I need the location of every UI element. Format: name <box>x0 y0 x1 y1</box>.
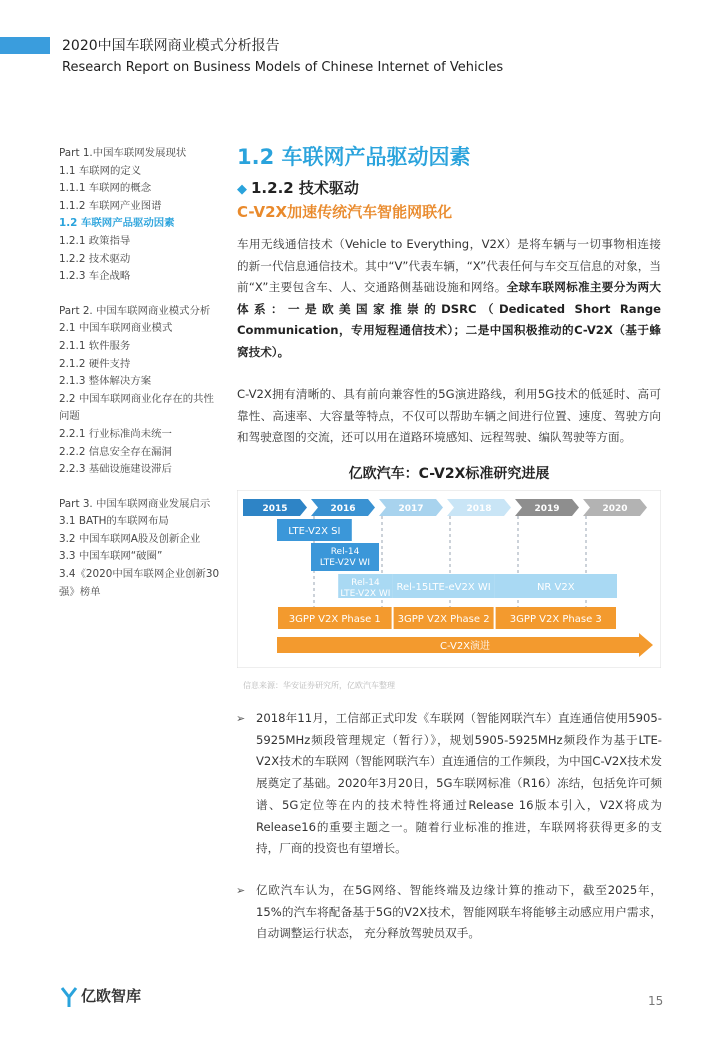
phase-label: 3GPP V2X Phase 3 <box>509 614 602 625</box>
toc-item[interactable]: 2.1.3 整体解决方案 <box>59 375 152 388</box>
toc-item[interactable]: 2.1.1 软件服务 <box>59 339 131 352</box>
toc-item[interactable]: 3.3 中国车联网“破圈” <box>59 550 163 563</box>
bullet-item <box>236 708 662 860</box>
highlight-heading: C-V2X加速传统汽车智能网联化 <box>237 203 453 221</box>
toc-gap <box>59 479 224 496</box>
toc-item[interactable]: 2.2.2 信息安全存在漏洞 <box>59 445 172 458</box>
section-title: 1.2 车联网产品驱动因素 <box>237 145 471 169</box>
cv2x-timeline-chart <box>237 490 661 668</box>
report-title: 2020中国车联网商业模式分析报告 <box>62 38 280 54</box>
header-accent-bar <box>0 37 50 54</box>
standard-box-label: LTE-V2V WI <box>319 558 371 568</box>
year-label: 2019 <box>534 504 560 514</box>
toc-item-active[interactable]: 1.2 车联网产品驱动因素 <box>59 217 175 230</box>
phase-label: 3GPP V2X Phase 2 <box>397 614 490 625</box>
toc-item[interactable]: 2.2.3 基础设施建设滞后 <box>59 463 172 476</box>
chart-title: 亿欧汽车：C-V2X标准研究进展 <box>348 466 550 482</box>
standard-box-label: LTE-V2X WI <box>340 589 391 599</box>
toc-item[interactable]: Part 3. 中国车联网商业发展启示 <box>59 497 211 510</box>
toc-item[interactable]: 3.2 中国车联网A股及创新企业 <box>59 532 201 545</box>
brand-name: 亿欧智库 <box>81 987 142 1005</box>
year-label: 2016 <box>330 504 356 514</box>
toc-item[interactable]: Part 2. 中国车联网商业模式分析 <box>59 304 211 317</box>
standard-box-label: LTE-V2X SI <box>288 526 341 537</box>
year-label: 2020 <box>602 504 628 514</box>
toc-item[interactable]: 3.1 BATH的车联网布局 <box>59 515 169 528</box>
toc-item[interactable]: 1.1 车联网的定义 <box>59 164 142 177</box>
intro-bold-text: 全球车联网标准主要分为两大体系：一是欧美国家推崇的DSRC（Dedicated Short Range Communication，专用短程通信技术）；二是中国积极推动的C-V2X（基于蜂窝技术）。 <box>237 280 661 359</box>
evolution-label: C-V2X演进 <box>439 641 491 652</box>
toc-item[interactable]: 2.2 中国车联网商业化存在的共性问题 <box>59 392 214 423</box>
report-subtitle: Research Report on Business Models of Chinese Internet of Vehicles <box>62 60 504 75</box>
toc-item[interactable]: 1.2.3 车企战略 <box>59 270 131 283</box>
toc-item[interactable]: 1.1.2 车联网产业图谱 <box>59 199 162 212</box>
yiou-logo-icon <box>60 986 78 1008</box>
diamond-icon: ◆ <box>237 182 247 197</box>
bullet-text: 2018年11月，工信部正式印发《车联网（智能网联汽车）直连通信使用5905-5925MHz频段管理规定（暂行）》，规划5905-5925MHz频段作为基于LTE-V2X技术的车联网（智能网联汽车）直连通信的工作频段，为中国C-V2X技术发展奠定了基础。2020年3月20日，5G车联网标准（R16）冻结，包括免许可频谱、5G定位等在内的技术特性将通过Release 16版本引入，V2X将成为Release16的重要主题之一。随着行业标准的推进，车联网将获得更多的支持，厂商的投资也有望增长。 <box>256 711 662 856</box>
subsection-label: 1.2.2 技术驱动 <box>251 179 359 197</box>
arrow-bullet-icon: ➢ <box>236 884 246 897</box>
toc-item[interactable]: 2.1.2 硬件支持 <box>59 357 131 370</box>
cv2x-paragraph: C-V2X拥有清晰的、具有前向兼容性的5G演进路线，利用5G技术的低延时、高可靠性、高速率、大容量等特点，不仅可以帮助车辆之间进行位置、速度、驾驶方向和驾驶意图的交流，还可以用在道路环境感知、远程驾驶、编队驾驶等方面。 <box>237 387 661 445</box>
subsection-title <box>237 177 359 198</box>
year-label: 2018 <box>466 504 492 514</box>
toc-item[interactable]: Part 1.中国车联网发展现状 <box>59 147 187 159</box>
source-note: 信息来源：华安证券研究所，亿欧汽车整理 <box>243 681 395 690</box>
year-label: 2017 <box>398 504 424 514</box>
intro-paragraph <box>237 234 661 364</box>
year-label: 2015 <box>262 504 288 514</box>
standard-box-label: Rel-15LTE-eV2X WI <box>396 582 491 593</box>
standard-box-label: Rel-14 <box>330 547 360 557</box>
toc-item[interactable]: 1.2.1 政策指导 <box>59 234 131 247</box>
page-number: 15 <box>648 994 664 1008</box>
table-of-contents <box>59 145 224 601</box>
phase-label: 3GPP V2X Phase 1 <box>288 614 381 625</box>
standard-box-label: Rel-14 <box>351 578 380 588</box>
toc-item[interactable]: 2.2.1 行业标准尚未统一 <box>59 427 172 440</box>
standard-box-label: NR V2X <box>536 582 575 593</box>
toc-item[interactable]: 1.1.1 车联网的概念 <box>59 182 152 195</box>
footer-brand <box>60 985 141 1008</box>
toc-item[interactable]: 2.1 中国车联网商业模式 <box>59 322 173 335</box>
toc-item[interactable]: 1.2.2 技术驱动 <box>59 252 131 265</box>
toc-item[interactable]: 3.4《2020中国车联网企业创新30强》榜单 <box>59 568 220 598</box>
bullet-text: 亿欧汽车认为，在5G网络、智能终端及边缘计算的推动下，截至2025年，15%的汽车将配备基于5G的V2X技术，智能网联车将能够主动感应用户需求，自动调整运行状态， 充分释放驾驶员双手。 <box>256 883 662 941</box>
arrow-bullet-icon: ➢ <box>236 712 246 725</box>
bullet-item <box>236 880 662 945</box>
toc-gap <box>59 286 224 303</box>
intro-normal-text: 车用无线通信技术（Vehicle to Everything，V2X）是将车辆与一切事物相连接的新一代信息通信技术。其中“V”代表车辆，“X”代表任何与车交互信息的对象，当前“X”主要包含车、人、交通路侧基础设施和网络。 <box>237 237 661 295</box>
